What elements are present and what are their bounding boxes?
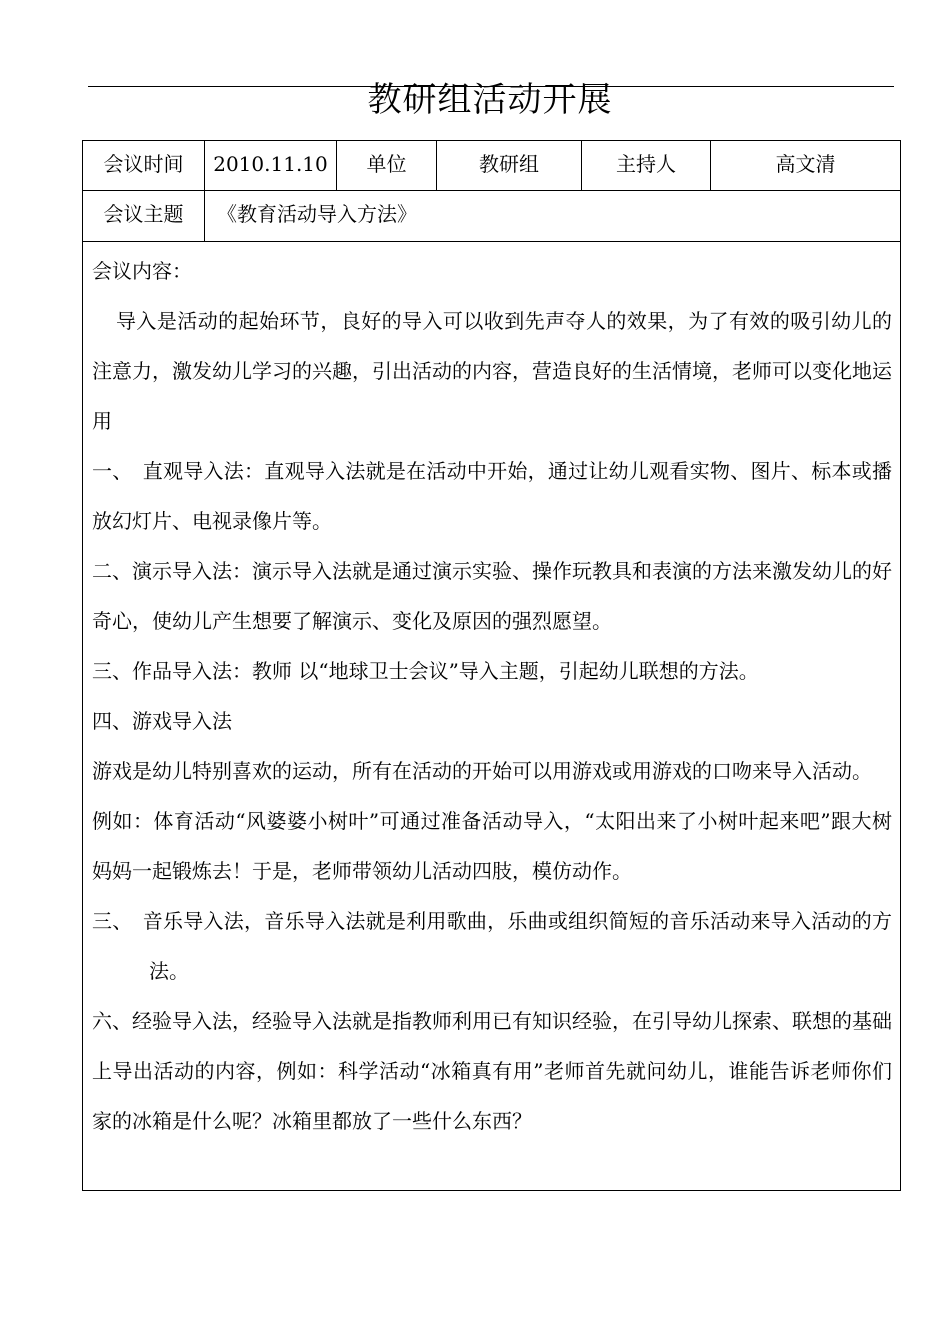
content-paragraph: 三、 音乐导入法，音乐导入法就是利用歌曲，乐曲或组织简短的音乐活动来导入活动的方法。 — [92, 909, 892, 983]
host-label: 主持人 — [582, 141, 711, 191]
time-label: 会议时间 — [83, 141, 205, 191]
content-paragraph: 一、 直观导入法：直观导入法就是在活动中开始，通过让幼儿观看实物、图片、标本或播放幻灯片、电视录像片等。 — [92, 459, 892, 533]
content-cell — [83, 242, 901, 1191]
meeting-topic-row — [83, 191, 901, 242]
content-paragraph: 二、演示导入法：演示导入法就是通过演示实验、操作玩教具和表演的方法来激发幼儿的好奇心，使幼儿产生想要了解演示、变化及原因的强烈愿望。 — [92, 559, 892, 633]
meeting-record-table — [82, 140, 901, 1191]
time-value: 2010.11.10 — [205, 141, 337, 191]
content-paragraph: 例如：体育活动“风婆婆小树叶”可通过准备活动导入，“太阳出来了小树叶起来吧”跟大树妈妈一起锻炼去！于是，老师带领幼儿活动四肢，模仿动作。 — [92, 809, 892, 883]
topic-value: 《教育活动导入方法》 — [205, 191, 901, 242]
topic-label: 会议主题 — [83, 191, 205, 242]
unit-label: 单位 — [337, 141, 437, 191]
host-value: 高文清 — [711, 141, 901, 191]
meeting-content-row — [83, 242, 901, 1191]
content-paragraph: 三、作品导入法：教师 以“地球卫士会议”导入主题，引起幼儿联想的方法。 — [92, 659, 759, 683]
content-paragraph: 游戏是幼儿特别喜欢的运动，所有在活动的开始可以用游戏或用游戏的口吻来导入活动。 — [92, 759, 872, 783]
content-paragraph: 导入是活动的起始环节，良好的导入可以收到先声夺人的效果，为了有效的吸引幼儿的注意力，激发幼儿学习的兴趣，引出活动的内容，营造良好的生活情境，老师可以变化地运用 — [92, 309, 892, 433]
content-paragraph: 四、游戏导入法 — [92, 709, 232, 733]
meeting-info-row — [83, 141, 901, 191]
content-paragraph: 六、经验导入法，经验导入法就是指教师利用已有知识经验，在引导幼儿探索、联想的基础上导出活动的内容，例如：科学活动“冰箱真有用”老师首先就问幼儿，谁能告诉老师你们家的冰箱是什么呢？冰箱里都放了一些什么东西？ — [92, 1009, 892, 1133]
unit-value: 教研组 — [437, 141, 582, 191]
content-heading: 会议内容： — [92, 259, 192, 283]
page-title: 教研组活动开展 — [367, 80, 613, 120]
